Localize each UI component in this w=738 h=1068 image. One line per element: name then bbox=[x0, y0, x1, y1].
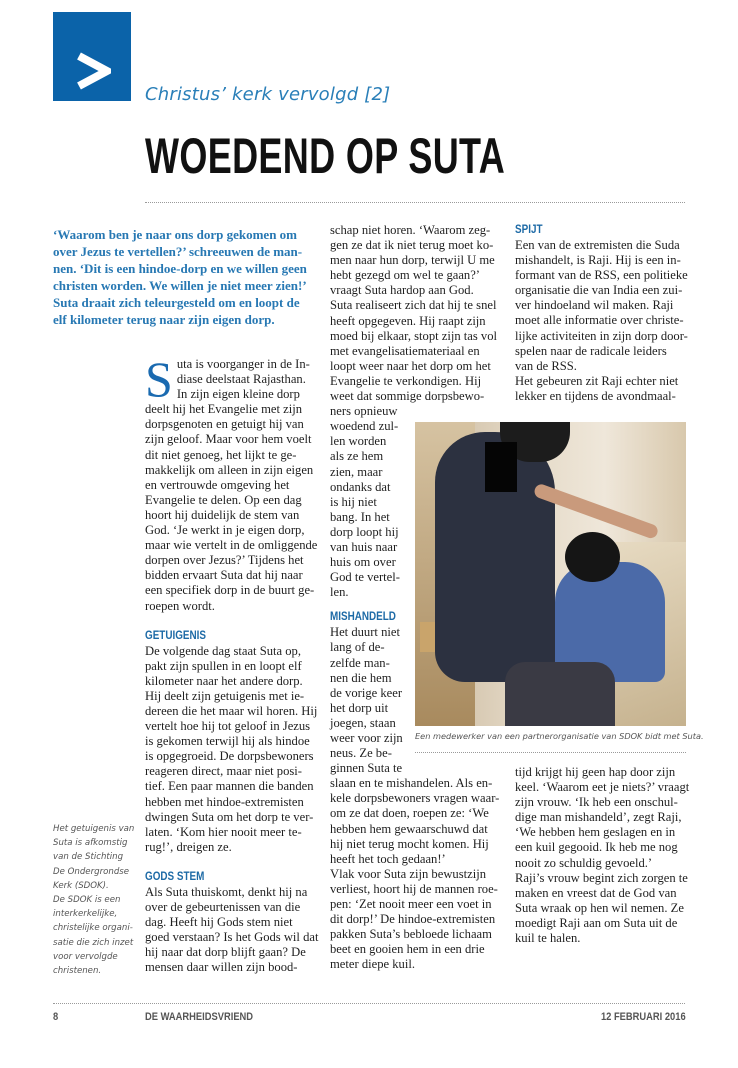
text-line: Kerk (SDOK). bbox=[53, 880, 109, 891]
text-line: neus. Ze be- bbox=[330, 746, 392, 761]
text-line: Als Suta thuiskomt, denkt hij na bbox=[145, 884, 308, 899]
photo-caption: Een medewerker van een partnerorganisatie van SDOK bidt met Suta. bbox=[415, 731, 704, 741]
text-line: van huis naar bbox=[330, 539, 398, 554]
text-line: ners opnieuw bbox=[330, 404, 398, 419]
text-line: De volgende dag staat Suta op, bbox=[145, 643, 301, 658]
text-line: vertelt hoe hij tot geloof in Jezus bbox=[145, 719, 311, 734]
text-line: tijd krijgt hij geen hap door zijn bbox=[515, 765, 676, 779]
text-line: interkerkelijke, bbox=[53, 909, 118, 920]
text-line: ginnen Suta te bbox=[330, 761, 403, 776]
text-line: deelt hij het Evangelie met zijn bbox=[145, 402, 303, 417]
text-line: spelen naar de radicale leiders bbox=[515, 343, 667, 358]
text-line: mishandelt, is Raji. Hij is een in- bbox=[515, 253, 681, 268]
text-line: slaan en te mishandelen. Als en- bbox=[330, 776, 493, 791]
paragraph bbox=[515, 765, 693, 946]
text-line: Het duurt niet bbox=[330, 625, 400, 640]
text-line: maken en vreest dat de God van bbox=[515, 885, 677, 900]
text-line: God. ‘Je werkt in je eigen dorp, bbox=[145, 523, 305, 538]
text-line: hebben hem gewaarschuwd dat bbox=[330, 821, 488, 836]
text-line: ‘We hebben hem geslagen en in bbox=[515, 825, 676, 840]
text-line: pakt zijn spullen in en loopt elf bbox=[145, 658, 302, 673]
chevron-right-icon bbox=[75, 52, 111, 90]
section-heading-spijt: SPIJT bbox=[515, 224, 543, 236]
text-line: pakken Suta’s bebloede lichaam bbox=[330, 927, 492, 942]
caption-divider bbox=[415, 752, 686, 753]
text-line: hij naar dat dorp blijft gaan? De bbox=[145, 945, 306, 960]
text-line: vraagt Suta hardop aan God. bbox=[330, 283, 474, 298]
photo-kneeling-legs bbox=[505, 662, 615, 726]
text-line: is opgegroeid. De dorpsbewoners bbox=[145, 749, 314, 764]
series-subtitle: Christus’ kerk vervolgd [2] bbox=[145, 84, 391, 105]
text-line: Suta is afkomstig bbox=[53, 838, 128, 849]
text-line: een specifiek dorp in de buurt ge- bbox=[145, 583, 315, 598]
text-line: dit dorp!’ De hindoe-extremisten bbox=[330, 912, 496, 927]
text-line: moed bij elkaar, stopt zijn tas vol bbox=[330, 328, 498, 343]
text-line: joegen, staan bbox=[330, 715, 396, 730]
text-line: lekker en tijdens de avondmaal- bbox=[515, 388, 676, 403]
text-line: maar wie vertelt in de omliggende bbox=[145, 538, 318, 553]
text-line: weer voor zijn bbox=[330, 731, 403, 745]
paragraph bbox=[145, 885, 323, 976]
text-line: zijn geloof. Maar voor hem voelt bbox=[145, 432, 312, 447]
source-sidenote bbox=[53, 822, 143, 978]
text-line: woedend zul- bbox=[330, 419, 399, 434]
text-line: Het gebeuren zit Raji echter niet bbox=[515, 373, 679, 388]
text-line: van de Stichting bbox=[53, 852, 124, 863]
paragraph bbox=[145, 644, 323, 855]
text-line: nen die hem bbox=[330, 670, 392, 685]
text-line: bang. In het bbox=[330, 509, 390, 524]
text-line: Vlak voor Suta zijn bewustzijn bbox=[330, 866, 486, 881]
article-column-3-top bbox=[515, 223, 693, 404]
text-line: ondanks dat bbox=[330, 479, 391, 494]
text-line: keel. ‘Waarom eet je niets?’ vraagt bbox=[515, 780, 690, 795]
text-line: Raji’s vrouw begint zich zorgen te bbox=[515, 870, 688, 885]
text-line: dereen die het maar wil horen. Hij bbox=[145, 703, 318, 718]
text-line: heeft opgegeven. Hij raapt zijn bbox=[330, 313, 486, 328]
publication-name: DE WAARHEIDSVRIEND bbox=[145, 1011, 254, 1023]
text-line: loopt weer naar het dorp om het bbox=[330, 358, 491, 373]
text-line: dorp loopt hij bbox=[330, 524, 399, 539]
text-line: de vorige keer bbox=[330, 685, 403, 700]
text-line: mensen daar willen zijn bood- bbox=[145, 960, 298, 975]
text-line: bidden ervaart Suta dat hij naar bbox=[145, 568, 303, 583]
footer-divider bbox=[53, 1003, 685, 1004]
text-line: een kuil gegooid. Ik heb me nog bbox=[515, 840, 678, 855]
text-line: hij niet terug mocht komen. Hij bbox=[330, 836, 489, 851]
section-heading-gods-stem: GODS STEM bbox=[145, 870, 205, 883]
text-line: heeft het toch gedaan!’ bbox=[330, 851, 446, 866]
text-line: hebt gezegd om wel te gaan?’ bbox=[330, 268, 481, 283]
section-heading-getuigenis: GETUIGENIS bbox=[145, 629, 207, 642]
text-line: moedigt Raji aan om Suta uit de bbox=[515, 915, 678, 930]
text-line: dige man mishandeld’, zegt Raji, bbox=[515, 810, 682, 825]
text-line: gen ze dat ik niet terug moet ko- bbox=[330, 238, 494, 253]
text-line: meter diepe kuil. bbox=[330, 957, 415, 972]
text-line: moet alle informatie over christe- bbox=[515, 313, 684, 328]
photo-censor-bar bbox=[485, 442, 517, 492]
text-line: len. bbox=[330, 585, 349, 600]
text-line: De SDOK is een bbox=[53, 895, 121, 906]
text-line: over Jezus te vertellen?’ schreeuwen de man- bbox=[53, 244, 303, 259]
text-line: diase deelstaat Rajasthan. bbox=[176, 372, 306, 387]
text-line: In zijn eigen kleine dorp bbox=[176, 387, 300, 402]
text-line: zijn vrouw. ‘Ik heb een onschul- bbox=[515, 795, 678, 810]
text-line: Suta realiseert zich dat hij te snel bbox=[330, 298, 497, 313]
text-line: Suta draait zich teleurgesteld om en loopt de bbox=[53, 295, 300, 310]
page-number: 8 bbox=[53, 1011, 59, 1023]
title-divider bbox=[145, 202, 685, 203]
text-line: formant van de RSS, een politieke bbox=[515, 268, 688, 283]
text-line: christelijke organi- bbox=[53, 923, 133, 934]
article-column-3-bottom bbox=[515, 765, 693, 946]
text-line: rug!’, dreigen ze. bbox=[145, 839, 232, 854]
opening-paragraph bbox=[145, 351, 323, 614]
text-line: elf kilometer terug naar zijn eigen dorp. bbox=[53, 312, 275, 327]
text-line: organisatie die van India een zui- bbox=[515, 283, 683, 298]
text-line: goed verstaan? Is het Gods wil dat bbox=[145, 930, 319, 945]
text-line: weet dat sommige dorpsbewo- bbox=[330, 389, 485, 404]
text-line: pen: ‘Zet nooit meer een voet in bbox=[330, 897, 492, 912]
text-line: dwingen Suta om het dorp te ver- bbox=[145, 809, 314, 824]
text-line: Evangelie te verkondigen. Hij bbox=[330, 373, 482, 388]
text-line: christen worden. We willen je niet meer zien!’ bbox=[53, 278, 307, 293]
text-line: zien, maar bbox=[330, 464, 383, 479]
text-line: kele dorpsbewoners vragen waar- bbox=[330, 791, 500, 806]
text-line: len worden bbox=[330, 434, 387, 449]
paragraph bbox=[515, 238, 693, 404]
text-line: huis om over bbox=[330, 555, 396, 570]
text-line: kilometer naar het andere dorp. bbox=[145, 673, 303, 688]
text-line: van de RSS. bbox=[515, 358, 577, 373]
photo-kneeling-head bbox=[565, 532, 620, 582]
text-line: is gekomen terwijl hij als hindoe bbox=[145, 734, 310, 749]
text-line: dit niet genoeg, het lijkt te ge- bbox=[145, 447, 297, 462]
text-line: nooit zo schuldig gevoeld.’ bbox=[515, 855, 653, 870]
article-title: WOEDEND OP SUTA bbox=[145, 128, 506, 184]
text-line: dorpen over Jezus?’ Tijdens het bbox=[145, 553, 304, 568]
text-line: tief. Een paar mannen die banden bbox=[145, 779, 314, 794]
text-line: dag. Heeft hij Gods stem niet bbox=[145, 915, 293, 930]
drop-cap: S bbox=[145, 351, 173, 407]
section-logo-box bbox=[53, 12, 131, 101]
text-line: als ze hem bbox=[330, 449, 384, 464]
text-line: zelfde man- bbox=[330, 655, 390, 670]
text-line: Evangelie te delen. Op een dag bbox=[145, 492, 302, 507]
text-line: schap niet horen. ‘Waarom zeg- bbox=[330, 223, 491, 237]
text-line: De Ondergrondse bbox=[53, 866, 130, 877]
text-line: Suta wraak op hen wil nemen. Ze bbox=[515, 900, 684, 915]
text-line: hoort hij duidelijk de stem van bbox=[145, 507, 300, 522]
text-line: om ze dat doen, roepen ze: ‘We bbox=[330, 806, 489, 821]
text-line: hebben met hindoe-extremisten bbox=[145, 794, 304, 809]
text-line: ‘Waarom ben je naar ons dorp gekomen om bbox=[53, 227, 297, 242]
text-line: kuil te halen. bbox=[515, 931, 581, 946]
text-line: reageren direct, maar niet posi- bbox=[145, 764, 302, 779]
text-line: laten. ‘Kom hier nooit meer te- bbox=[145, 824, 302, 839]
article-photo bbox=[415, 422, 686, 726]
text-line: ver hindoeland wil maken. Raji bbox=[515, 298, 674, 313]
text-line: beet en gooien hem in een drie bbox=[330, 942, 485, 957]
text-line: nen. ‘Dit is een hindoe-dorp en we willen geen bbox=[53, 261, 307, 276]
paragraph bbox=[145, 402, 323, 613]
section-heading-mishandeld: MISHANDELD bbox=[330, 611, 396, 624]
intro-lead bbox=[53, 226, 328, 328]
text-line: christenen. bbox=[53, 966, 102, 977]
text-line: en vertrouwde omgeving het bbox=[145, 477, 290, 492]
text-line: lang of de- bbox=[330, 640, 385, 655]
text-line: men naar hun dorp, terwijl U me bbox=[330, 253, 495, 268]
text-line: met evangelisatiemateriaal en bbox=[330, 343, 480, 358]
text-line: is hij niet bbox=[330, 494, 377, 509]
text-line: dorpsgenoten en getuigt hij van bbox=[145, 417, 304, 432]
text-line: makkelijk om alleen in zijn eigen bbox=[145, 462, 314, 477]
text-line: over de gebeurtenissen van die bbox=[145, 900, 301, 914]
text-line: verliest, hoort hij de mannen roe- bbox=[330, 881, 498, 896]
text-line: het dorp uit bbox=[330, 700, 389, 715]
text-line: roepen wordt. bbox=[145, 598, 215, 613]
text-line: uta is voorganger in de In- bbox=[176, 357, 310, 371]
article-column-1 bbox=[145, 351, 323, 975]
text-line: Het getuigenis van bbox=[53, 824, 135, 834]
text-line: Hij deelt zijn getuigenis met ie- bbox=[145, 688, 305, 703]
text-line: lijke activiteiten in zijn dorp door- bbox=[515, 328, 688, 343]
text-line: Een van de extremisten die Suda bbox=[515, 238, 680, 252]
text-line: satie die zich inzet bbox=[53, 937, 134, 948]
publication-date: 12 FEBRUARI 2016 bbox=[601, 1011, 686, 1023]
text-line: God te vertel- bbox=[330, 570, 400, 585]
text-line: voor vervolgde bbox=[53, 951, 118, 962]
